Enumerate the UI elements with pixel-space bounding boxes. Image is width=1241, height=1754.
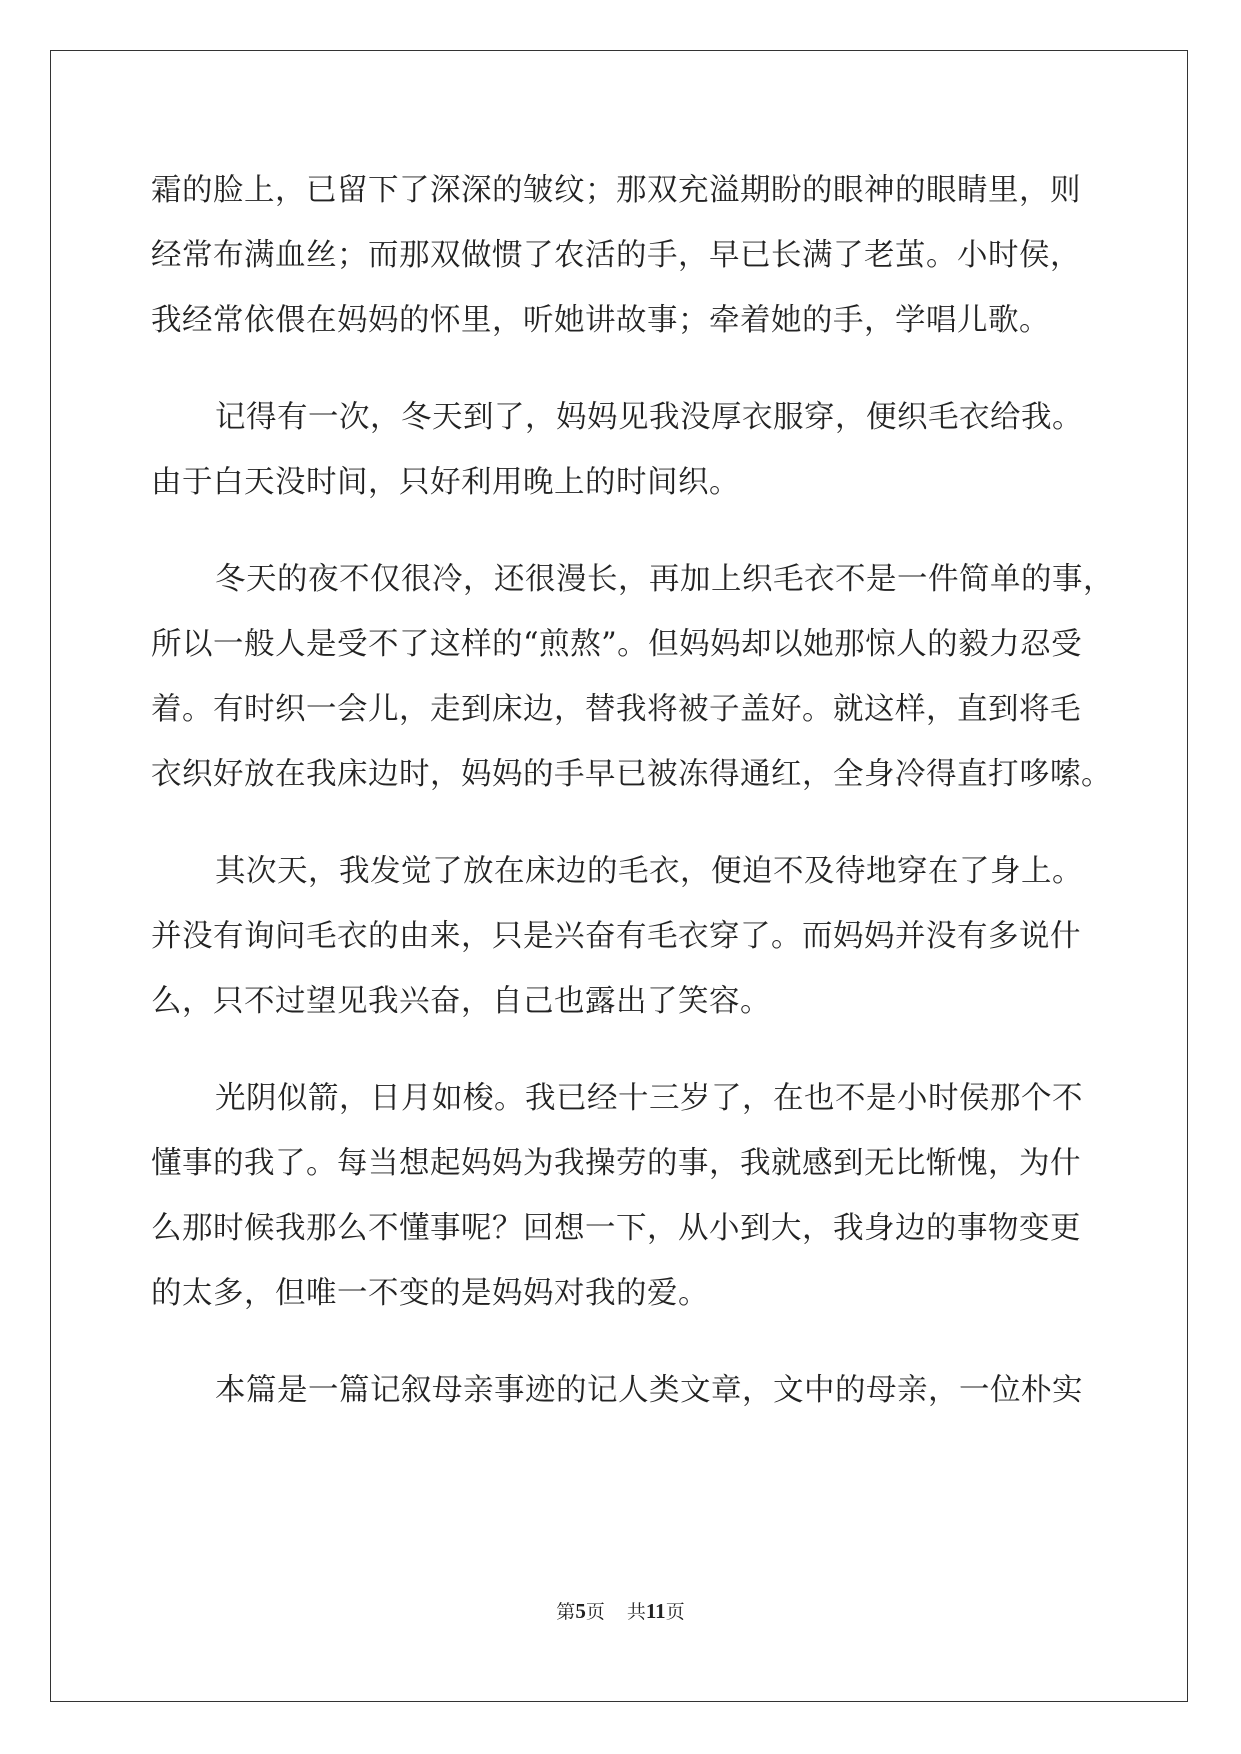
paragraph-first-line: 光阴似箭，日月如梭。我已经十三岁了，在也不是小时侯那个不	[215, 1081, 1083, 1116]
paragraph-first-line: 其次天，我发觉了放在床边的毛衣，便迫不及待地穿在了身上。	[215, 854, 1083, 889]
page-footer	[0, 1599, 1241, 1624]
paragraph-first-line: 记得有一次，冬天到了，妈妈见我没厚衣服穿，便织毛衣给我。	[215, 400, 1083, 435]
paragraph-first-line: 冬天的夜不仅很冷，还很漫长，再加上织毛衣不是一件简单的事，	[215, 562, 1114, 597]
page-suffix: 页	[585, 1601, 605, 1623]
total-prefix: 共	[626, 1601, 646, 1623]
page-number: 5	[575, 1599, 586, 1623]
text-line: 所以一般人是受不了这样的“煎熬”。但妈妈却以她那惊人的毅力忍受	[151, 627, 1083, 662]
text-line: 么，只不过望见我兴奋，自己也露出了笑容。	[151, 984, 771, 1019]
document-body	[151, 158, 1114, 1423]
text-line: 由于白天没时间，只好利用晚上的时间织。	[151, 465, 740, 500]
text-line: 着。有时织一会儿，走到床边，替我将被子盖好。就这样，直到将毛	[151, 692, 1081, 727]
text-line: 我经常依偎在妈妈的怀里，听她讲故事；牵着她的手，学唱儿歌。	[151, 303, 1050, 338]
text-line: 么那时候我那么不懂事呢？回想一下，从小到大，我身边的事物变更	[151, 1211, 1081, 1246]
text-line: 懂事的我了。每当想起妈妈为我操劳的事，我就感到无比惭愧，为什	[151, 1146, 1081, 1181]
text-line: 经常布满血丝；而那双做惯了农活的手，早已长满了老茧。小时侯，	[151, 238, 1081, 273]
text-line: 并没有询问毛衣的由来，只是兴奋有毛衣穿了。而妈妈并没有多说什	[151, 919, 1081, 954]
page-prefix: 第	[556, 1601, 576, 1623]
text-line: 的太多，但唯一不变的是妈妈对我的爱。	[151, 1276, 709, 1311]
total-pages: 11	[645, 1599, 666, 1623]
total-suffix: 页	[665, 1601, 685, 1623]
paragraph-first-line: 本篇是一篇记叙母亲事迹的记人类文章，文中的母亲，一位朴实	[215, 1373, 1083, 1408]
text-line: 衣织好放在我床边时，妈妈的手早已被冻得通红，全身冷得直打哆嗦。	[151, 757, 1112, 792]
text-line: 霜的脸上，已留下了深深的皱纹；那双充溢期盼的眼神的眼睛里，则	[151, 173, 1081, 208]
